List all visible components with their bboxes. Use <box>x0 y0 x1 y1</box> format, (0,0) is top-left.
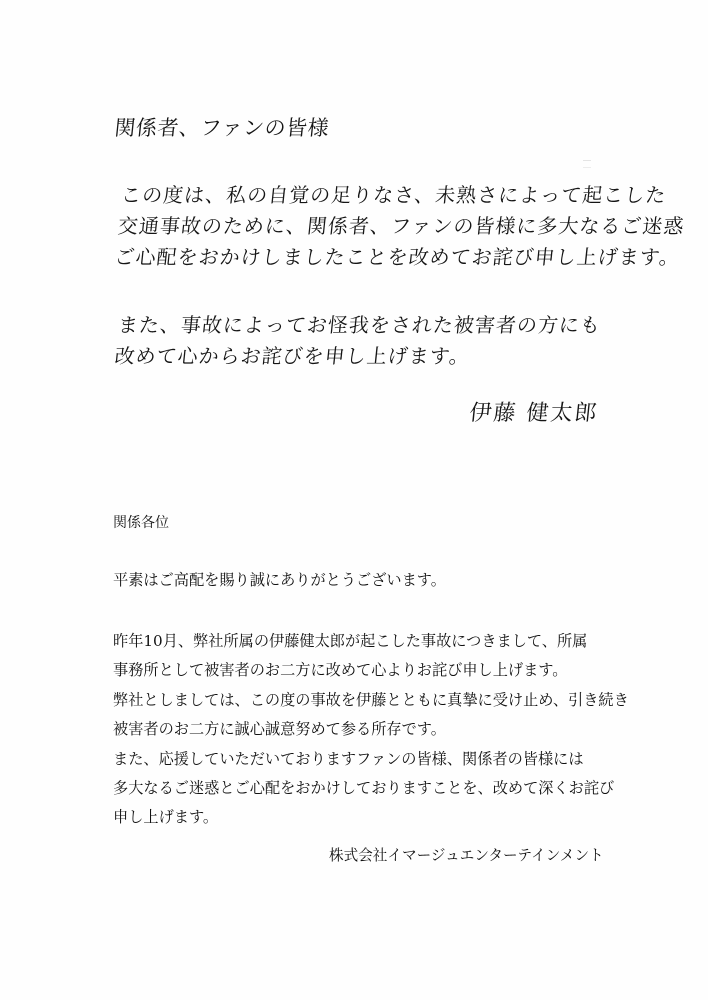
printed-body-line: 申し上げます。 <box>113 808 219 827</box>
handwritten-paragraph-1 <box>113 180 689 273</box>
printed-addressee: 関係各位 <box>113 515 169 531</box>
printed-greeting: 平素はご高配を賜り誠にありがとうございます。 <box>113 571 446 589</box>
printed-body-line: 多大なるご迷惑とご心配をおかけしておりますことを、改めて深くお詫び <box>113 779 615 798</box>
printed-body-line: 弊社としましては、この度の事故を伊藤とともに真摯に受け止め、引き続き <box>113 690 629 709</box>
handwritten-line: 交通事故のために、関係者、ファンの皆様に多大なるご迷惑 <box>116 214 686 238</box>
handwritten-line: ご心配をおかけしましたことを改めてお詫び申し上げます。 <box>113 245 682 269</box>
handwritten-line: この度は、私の自覚の足りなさ、未熟さによって起こした <box>119 183 668 207</box>
printed-body-line: また、応援していただいておりますファンの皆様、関係者の皆様には <box>113 749 584 768</box>
handwritten-line: 改めて心からお詫びを申し上げます。 <box>113 344 472 368</box>
handwritten-paragraph-2 <box>113 310 603 372</box>
printed-body-line: 事務所として被害者のお二方に改めて心よりお詫び申し上げます。 <box>113 661 568 680</box>
printed-body <box>113 627 629 833</box>
company-signature: 株式会社イマージュエンターテインメント <box>329 847 604 864</box>
handwritten-signature: 伊藤 健太郎 <box>468 401 600 426</box>
scan-artifact <box>583 160 591 168</box>
handwritten-line: また、事故によってお怪我をされた被害者の方にも <box>116 313 603 337</box>
handwritten-salutation: 関係者、ファンの皆様 <box>113 116 331 140</box>
printed-body-line: 被害者のお二方に誠心誠意努めて参る所存です。 <box>113 720 446 739</box>
printed-body-line: 昨年10月、弊社所属の伊藤健太郎が起こした事故につきまして、所属 <box>113 632 588 650</box>
